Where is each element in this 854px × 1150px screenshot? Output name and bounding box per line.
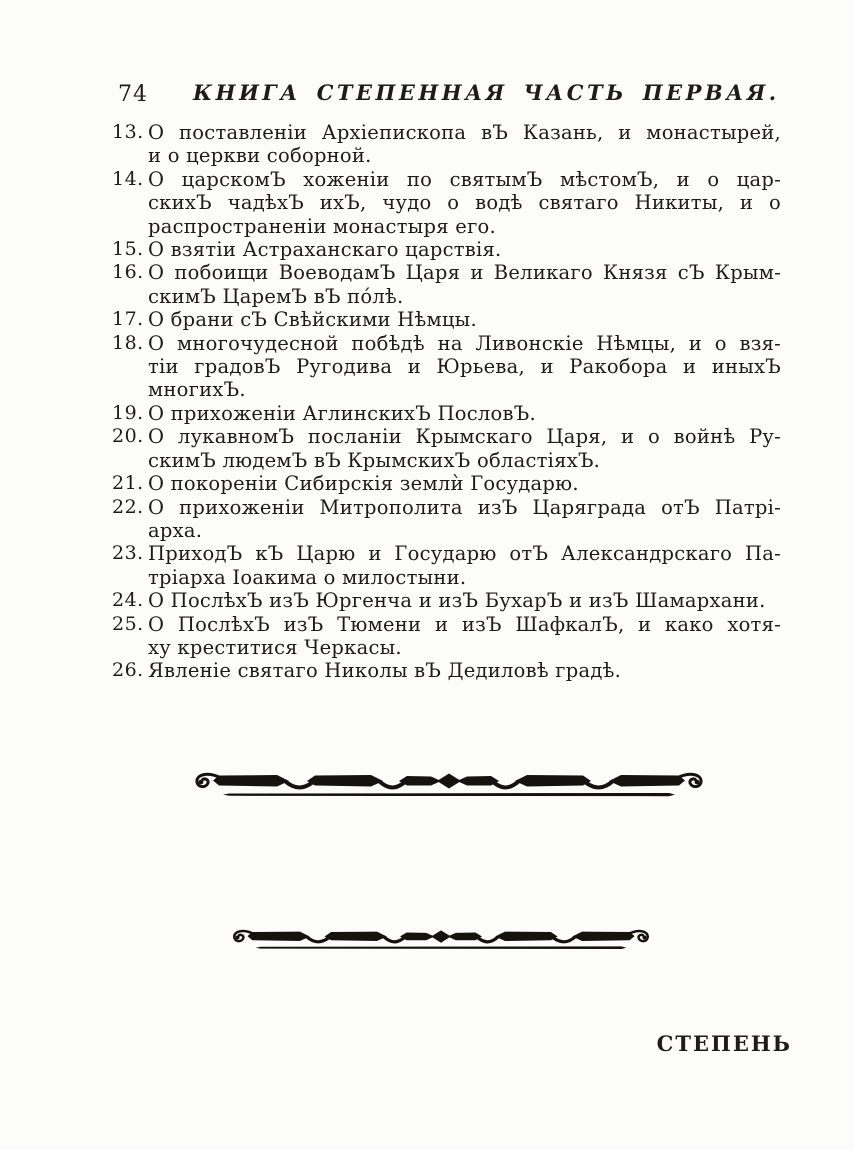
toc-item-text: О прихоженіи АглинскихЪ ПословЪ. [148,401,536,425]
tailpiece-ornament-icon [231,925,651,953]
toc-item-text: О царскомЪ хоженіи по святымЪ мѣстомЪ, и о цар- скихЪ чадѣхЪ ихЪ, чудо о водѣ святаго Никиты, и о распространеніи монастыря его. [148,167,781,238]
toc-item [112,261,781,308]
toc-item-text: О многочудесной побѣдѣ на Ливонскіе Нѣмцы, и о взя- тіи градовЪ Ругодива и Юрьева, и Ракобора и иныхЪ многихЪ. [148,331,781,402]
toc-item-number: 20. [112,425,144,448]
running-title: КНИГА СТЕПЕННАЯ ЧАСТЬ ПЕРВАЯ. [193,80,780,105]
toc-item-number: 21. [112,472,144,495]
toc-item [112,496,781,543]
toc-item-number: 18. [112,331,144,354]
toc-item [112,659,781,682]
toc-item [112,542,781,589]
toc-item-text: Явленіе святаго Николы вЪ Дедиловѣ градѣ. [148,659,622,683]
toc-item [112,589,781,612]
catchword: СТЕПЕНЬ [656,1031,792,1056]
toc-item [112,238,781,261]
toc-item [112,168,781,238]
toc-item-number: 15. [112,238,144,261]
toc-item-text: О поставленіи Архіепископа вЪ Казань, и монастырей, и о церкви соборной. [148,121,781,168]
toc-item-number: 13. [112,121,144,143]
toc-item-number: 19. [112,401,144,424]
toc-list [112,121,781,683]
toc-item-text: О покореніи Сибирскія землѝ Государю. [148,472,579,496]
toc-item [112,425,781,472]
toc-item [112,121,781,168]
tailpiece-ornament-icon [193,767,705,801]
toc-item-text: О ПослѣхЪ изЪ Юргенча и изЪ БухарЪ и изЪ Шамархани. [148,589,766,613]
toc-item-text: О брани сЪ Свѣйскими Нѣмцы. [148,308,477,332]
toc-item [112,308,781,331]
toc-item-text: О побоищи ВоеводамЪ Царя и Великаго Князя сЪ Крым- скимЪ ЦаремЪ вЪ по́лѣ. [148,261,781,308]
toc-item [112,332,781,402]
toc-item [112,472,781,495]
toc-item-number: 16. [112,261,144,284]
toc-item-text: О лукавномЪ посланіи Крымскаго Царя, и о войнѣ Ру- скимЪ людемЪ вЪ КрымскихЪ областіяхЪ. [148,425,781,472]
toc-item-text: О ПослѣхЪ изЪ Тюмени и изЪ ШафкалЪ, и како хотя- ху креститися Черкасы. [148,612,781,659]
toc-item [112,613,781,660]
toc-item-text: О взятіи Астраханскаго царствія. [148,238,502,262]
toc-item-number: 22. [112,495,144,518]
toc-item-text: ПриходЪ кЪ Царю и Государю отЪ Александрскаго Па- тріарха Іоакима о милостыни. [148,542,781,589]
page-number: 74 [118,82,148,107]
toc-item-number: 23. [112,542,144,565]
toc-item [112,402,781,425]
toc-item-text: О прихоженіи Митрополита изЪ Царяграда отЪ Патрі- арха. [148,495,781,542]
toc-item-number: 25. [112,612,144,635]
toc-item-number: 26. [112,659,144,682]
toc-item-number: 14. [112,167,144,190]
toc-item-number: 24. [112,589,144,612]
toc-item-number: 17. [112,308,144,331]
